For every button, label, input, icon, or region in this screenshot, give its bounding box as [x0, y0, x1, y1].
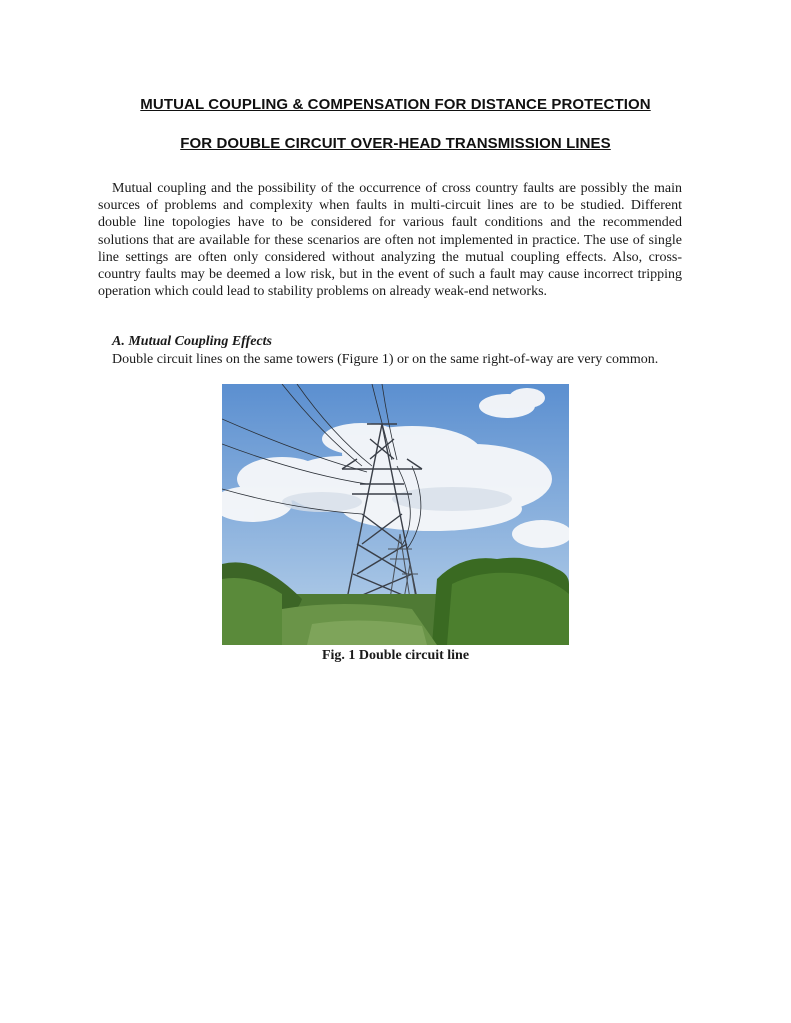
figure-caption: Fig. 1 Double circuit line [321, 648, 470, 663]
transmission-line-photo [222, 384, 569, 645]
document-title-line-2: FOR DOUBLE CIRCUIT OVER-HEAD TRANSMISSION LINES [180, 135, 611, 152]
transmission-towers-illustration [222, 384, 569, 645]
section-paragraph: Double circuit lines on the same towers (Figure 1) or on the same right-of-way are very common. [112, 352, 659, 367]
section-heading: A. Mutual Coupling Effects [112, 334, 273, 349]
document-title-line-1: MUTUAL COUPLING & COMPENSATION FOR DISTANCE PROTECTION [140, 96, 651, 113]
intro-paragraph: Mutual coupling and the possibility of the occurrence of cross country faults are possibly the main sources of problems and complexity when faults in multi-circuit lines are to be studied. Different double line topologies have to be considered for various fault conditions and the recommended solutions that are available for these scenarios are often not implemented in practice. The use of single line settings are often only considered without analyzing the mutual coupling effects. Also, cross-country faults may be deemed a low risk, but in the event of such a fault may cause incorrect tripping operation which could lead to stability problems on already weak-end networks. [98, 181, 682, 300]
